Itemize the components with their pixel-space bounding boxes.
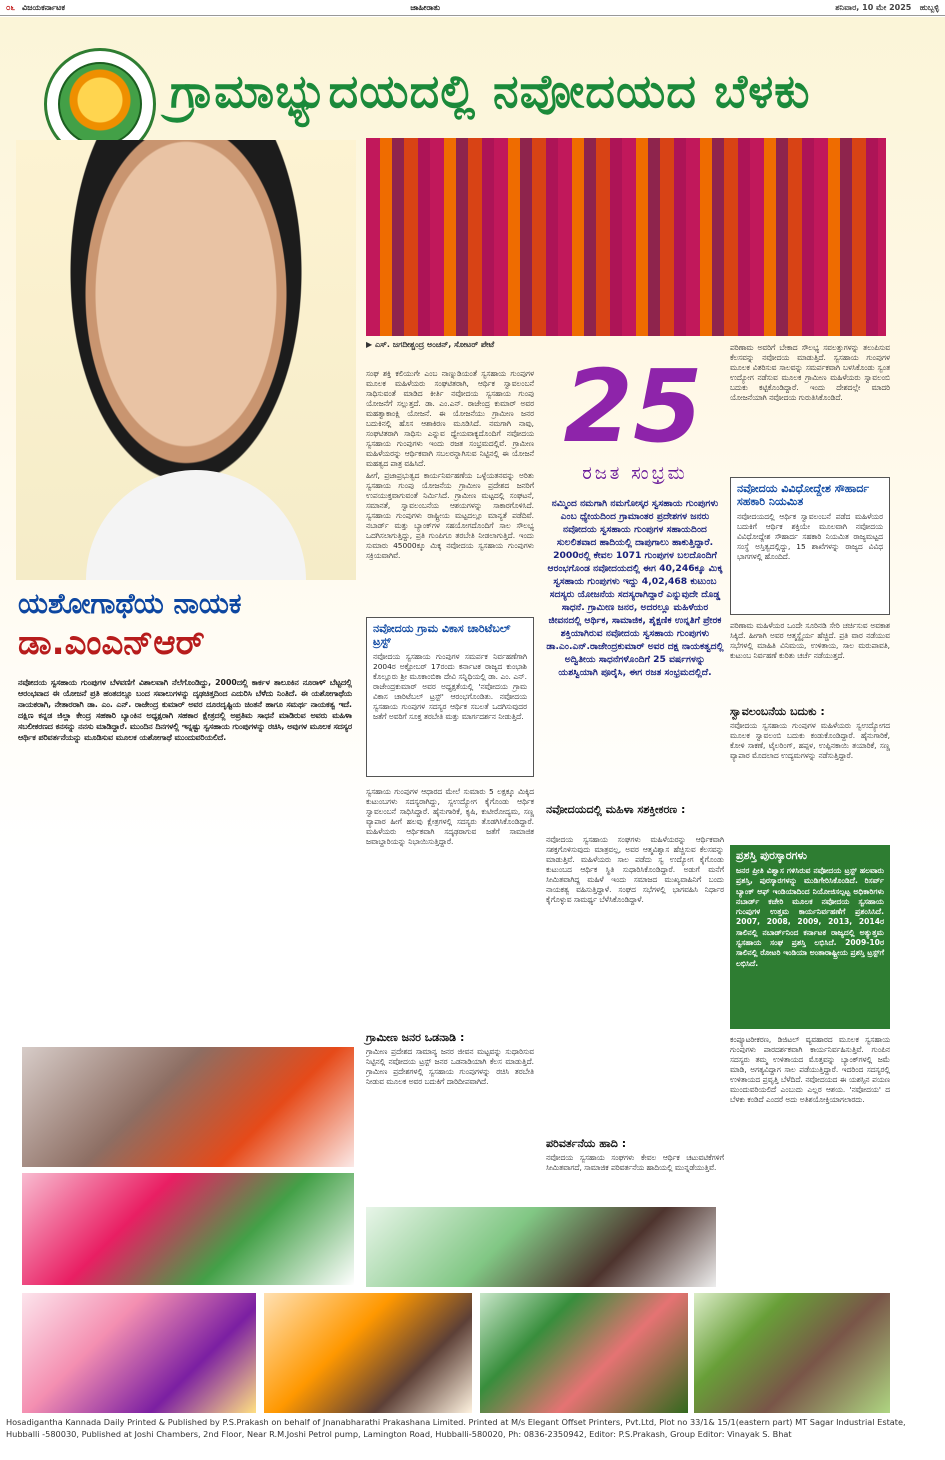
- leader-heading-line2: ಡಾ.ಎಂಎನ್‌ಆರ್: [18, 623, 205, 663]
- swavalambana-column: [730, 721, 890, 839]
- souharda-text: ನವೋದಯದಲ್ಲಿ ಆರ್ಥಿಕ ಸ್ವಾವಲಂಬನೆ ಪಡೆದ ಮಹಿಳೆಯರ ಬದುಕಿಗೆ ಆರ್ಥಿಕ ಶಕ್ತಿಯೇ ಮೂಲವಾಗಿ ನವೋದಯ ವಿವಿಧೋದ್ದೇಶ ಸೌಹಾರ್ದ ಸಹಕಾರಿ ನಿಯಮಿತ ರಾಜ್ಯಮಟ್ಟದ ಸಂಸ್ಥೆ ಅಸ್ತಿತ್ವದಲ್ಲಿದ್ದು, 15 ಶಾಖೆಗಳನ್ನು ರಾಜ್ಯದ ವಿವಿಧ ಭಾಗಗಳಲ್ಲಿ ಹೊಂದಿದೆ.: [737, 512, 883, 561]
- trust-box: [366, 617, 534, 777]
- column4-mid-text: ಪರಿಣಾಮ ಮಹಿಳೆಯರ ಒಂದೇ ಸೂರಿನಡಿ ಸೇರಿ ಚರ್ಚಿಸುವ ಅವಕಾಶ ಸಿಕ್ಕಿದೆ. ಹೀಗಾಗಿ ಅವರ ಆತ್ಮಸ್ಥೈರ್ಯ ಹೆಚ್ಚಿದೆ. ಪ್ರತಿ ವಾರ ನಡೆಯುವ ಸಭೆಗಳಲ್ಲಿ ಮಾಹಿತಿ ವಿನಿಮಯ, ಉಳಿತಾಯ, ಸಾಲ ಮರುಪಾವತಿ, ಕುಟುಂಬ ನಿರ್ವಹಣೆ ಕುರಿತು ಚರ್ಚೆ ನಡೆಯುತ್ತದೆ.: [730, 621, 890, 660]
- edition-name: ಹುಬ್ಬಳ್ಳಿ: [919, 2, 939, 12]
- imprint-footer: [0, 1412, 945, 1460]
- event-photo-1: [22, 1047, 354, 1167]
- trust-title: ನವೋದಯ ಗ್ರಾಮ ವಿಕಾಸ ಚಾರಿಟೆಬಲ್ ಟ್ರಸ್ಟ್: [373, 622, 511, 648]
- leader-heading-line1: ಯಶೋಗಾಥೆಯ ನಾಯಕ: [18, 587, 242, 620]
- mahila-text: ನವೋದಯ ಸ್ವಸಹಾಯ ಸಂಘಗಳು ಮಹಿಳೆಯರನ್ನು ಆರ್ಥಿಕವಾಗಿ ಸಶಕ್ತಗೊಳಿಸುವುದು ಮಾತ್ರವಲ್ಲ, ಅವರ ಆತ್ಮವಿಶ್ವಾಸ ಹೆಚ್ಚಿಸುವ ಕೆಲಸವನ್ನು ಮಾಡುತ್ತಿವೆ. ಮಹಿಳೆಯರು ಸಾಲ ಪಡೆದು ಸ್ವ ಉದ್ಯೋಗ ಕೈಗೊಂಡು ಕುಟುಂಬದ ಆರ್ಥಿಕ ಸ್ಥಿತಿ ಸುಧಾರಿಸಿಕೊಂಡಿದ್ದಾರೆ. ಅಡುಗೆ ಮನೆಗೆ ಸೀಮಿತವಾಗಿದ್ದ ಮಹಿಳೆ ಇಂದು ಸಮಾಜದ ಮುಖ್ಯವಾಹಿನಿಗೆ ಬಂದು ನಾಯಕತ್ವ ವಹಿಸುತ್ತಿದ್ದಾಳೆ. ಸಂಘದ ಸಭೆಗಳಲ್ಲಿ ಭಾಗವಹಿಸಿ ನಿರ್ಧಾರ ಕೈಗೊಳ್ಳುವ ಸಾಮರ್ಥ್ಯ ಬೆಳೆಸಿಕೊಂಡಿದ್ದಾಳೆ.: [546, 835, 724, 904]
- leader-column: [18, 677, 352, 1037]
- event-photo-4: [264, 1293, 472, 1413]
- crowd-photo: [366, 138, 886, 349]
- column4-top: [730, 343, 890, 473]
- leader-heading: [18, 587, 352, 671]
- parivartane-title: ಪರಿವರ್ತನೆಯ ಹಾದಿ :: [546, 1137, 627, 1150]
- silver-jubilee-text: ನಮ್ಮಿಂದ ನಮಗಾಗಿ ನಮಗೋಸ್ಕರ ಸ್ವಸಹಾಯ ಗುಂಪುಗಳು ಎಂಬ ಧ್ಯೇಯದಿಂದ ಗ್ರಾಮಾಂತರ ಪ್ರದೇಶಗಳ ಜನರು ನವೋದಯ ಸ್ವಸಹಾಯ ಗುಂಪುಗಳ ಸಹಾಯದಿಂದ ಸುಲಲಿತವಾದ ಹಾದಿಯಲ್ಲಿ ದಾಪುಗಾಲು ಹಾಕುತ್ತಿದ್ದಾರೆ. 2000ರಲ್ಲಿ ಕೇವಲ 1071 ಗುಂಪುಗಳ ಬಲದೊಂದಿಗೆ ಆರಂಭಗೊಂಡ ನವೋದಯದಲ್ಲಿ ಈಗ 40,246ಕ್ಕೂ ಮಿಕ್ಕ ಸ್ವಸಹಾಯ ಗುಂಪುಗಳು ಇದ್ದು 4,02,468 ಕುಟುಂಬ ಸದಸ್ಯರು ಯೋಜನೆಯ ಸದಸ್ಯರಾಗಿದ್ದಾರೆ ಎನ್ನುವುದೇ ದೊಡ್ಡ ಸಾಧನೆ. ಗ್ರಾಮೀಣ ಜನರ, ಅದರಲ್ಲೂ ಮಹಿಳೆಯರ ಜೀವನದಲ್ಲಿ ಆರ್ಥಿಕ, ಸಾಮಾಜಿಕ, ಶೈಕ್ಷಣಿಕ ಉನ್ನತಿಗೆ ಪ್ರೇರಕ ಶಕ್ತಿಯಾಗಿರುವ ನವೋದಯ ಸ್ವಸಹಾಯ ಗುಂಪುಗಳು ಡಾ.ಎಂ.ಎನ್.ರಾಜೇಂದ್ರಕುಮಾರ್ ಅವರ ದಕ್ಷ ನಾಯಕತ್ವದಲ್ಲಿ ಅದ್ವಿತೀಯ ಸಾಧನೆಗಳೊಂದಿಗೆ 25 ವರ್ಷಗಳನ್ನು ಯಶಸ್ವಿಯಾಗಿ ಪೂರೈಸಿ, ಈಗ ರಜತ ಸಂಭ್ರಮದಲ್ಲಿದೆ.: [546, 498, 724, 678]
- intro-text: ಸಂಘ ಶಕ್ತಿ ಕಲಿಯುಗೇ ಎಂಬ ನಾಣ್ನುಡಿಯಂತೆ ಸ್ವಸಹಾಯ ಗುಂಪುಗಳ ಮೂಲಕ ಮಹಿಳೆಯರು ಸಂಘಟಿತರಾಗಿ, ಆರ್ಥಿಕ ಸ್ವಾವಲಂಬನೆ ಸಾಧಿಸುವಂತೆ ಮಾಡಿದ ಕೀರ್ತಿ ನವೋದಯ ಸ್ವಸಹಾಯ ಗುಂಪು ಯೋಜನೆಗೆ ಸಲ್ಲುತ್ತದೆ. ಡಾ. ಎಂ.ಎನ್. ರಾಜೇಂದ್ರ ಕುಮಾರ್ ಅವರ ಮಹತ್ವಾಕಾಂಕ್ಷಿ ಯೋಜನೆ. ಈ ಯೋಜನೆಯು ಗ್ರಾಮೀಣ ಜನರ ಬದುಕಿನಲ್ಲಿ ಹೊಸ ಆಶಾಕಿರಣ ಮೂಡಿಸಿದೆ. ನಮಗಾಗಿ ನಾವು, ಸಂಘಟಿತರಾಗಿ ಸಾಧಿಸು ಎನ್ನುವ ಧ್ಯೇಯವಾಕ್ಯದೊಂದಿಗೆ ನವೋದಯ ಸ್ವಸಹಾಯ ಗುಂಪುಗಳು ಇಂದು ರಜತ ಸಂಭ್ರಮದಲ್ಲಿವೆ. ಗ್ರಾಮೀಣ ಮಹಿಳೆಯರನ್ನು ಆರ್ಥಿಕವಾಗಿ ಸಬಲರನ್ನಾಗಿಸುವ ನಿಟ್ಟಿನಲ್ಲಿ ಈ ಯೋಜನೆ ಮಹತ್ವದ ಪಾತ್ರ ವಹಿಸಿದೆ.: [366, 369, 534, 468]
- column4-top-text: ಪರಿಣಾಮ ಅವರಿಗೆ ಬೇಕಾದ ಸೌಲಭ್ಯ ಸವಲತ್ತುಗಳನ್ನು ತಲುಪಿಸುವ ಕೆಲಸವನ್ನು ನವೋದಯ ಮಾಡುತ್ತಿದೆ. ಸ್ವಸಹಾಯ ಗುಂಪುಗಳ ಮೂಲಕ ವಿತರಿಸುವ ಸಾಲವನ್ನು ಸಮರ್ಪಕವಾಗಿ ಬಳಸಿಕೊಂಡು ಸ್ವಂತ ಉದ್ಯೋಗ ನಡೆಸುವ ಮೂಲಕ ಗ್ರಾಮೀಣ ಮಹಿಳೆಯರು ಸ್ವಾವಲಂಬಿ ಬದುಕು ಕಟ್ಟಿಕೊಂಡಿದ್ದಾರೆ. ಇಂದು ದೇಶದಲ್ಲೇ ಮಾದರಿ ಯೋಜನೆಯಾಗಿ ನವೋದಯ ಗುರುತಿಸಿಕೊಂಡಿದೆ.: [730, 343, 890, 402]
- awards-box: [730, 845, 890, 1029]
- portrait-photo: [16, 140, 356, 580]
- awards-title: ಪ್ರಶಸ್ತಿ ಪುರಸ್ಕಾರಗಳು: [736, 849, 807, 862]
- awards-text: ಜನರ ಪ್ರೀತಿ ವಿಶ್ವಾಸ ಗಳಿಸಿರುವ ನವೋದಯ ಟ್ರಸ್ಟ್ ಹಲವಾರು ಪ್ರಶಸ್ತಿ, ಪುರಸ್ಕಾರಗಳನ್ನು ಮುಡಿಗೇರಿಸಿಕೊಂಡಿದೆ. ರಿಸರ್ವ್ ಬ್ಯಾಂಕ್ ಆಫ್ ಇಂಡಿಯಾದಿಂದ ನಿಯೋಜಿಸಲ್ಪಟ್ಟ ಅಧಿಕಾರಿಗಳು ನಬಾರ್ಡ್ ಕಚೇರಿ ಮೂಲಕ ನವೋದಯ ಸ್ವಸಹಾಯ ಗುಂಪುಗಳ ಉತ್ತಮ ಕಾರ್ಯನಿರ್ವಹಣೆಗೆ ಪ್ರಶಂಸಿಸಿದೆ. 2007, 2008, 2009, 2013, 2014ರ ಸಾಲಿನಲ್ಲಿ ನಬಾರ್ಡ್‌ನಿಂದ ಕರ್ನಾಟಕ ರಾಜ್ಯದಲ್ಲಿ ಅತ್ಯುತ್ತಮ ಸ್ವಸಹಾಯ ಸಂಘ ಪ್ರಶಸ್ತಿ ಲಭಿಸಿದೆ. 2009-10ರ ಸಾಲಿನಲ್ಲಿ ರೋಟರಿ ಇಂಡಿಯಾ ಅಂತಾರಾಷ್ಟ್ರೀಯ ಪ್ರಶಸ್ತಿ ಟ್ರಸ್ಟ್‌ಗೆ ಲಭಿಸಿದೆ.: [736, 866, 884, 968]
- trust-text: ನವೋದಯ ಸ್ವಸಹಾಯ ಗುಂಪುಗಳ ಸಮರ್ಪಕ ನಿರ್ವಹಣೆಗಾಗಿ 2004ರ ಅಕ್ಟೋಬರ್ 17ರಂದು ಕರ್ನಾಟಕ ರಾಜ್ಯದ ಕುಂಭಾಶಿ ಕೊಲ್ಲೂರು ಶ್ರೀ ಮೂಕಾಂಬಿಕಾ ದೇವಿ ಸನ್ನಿಧಿಯಲ್ಲಿ ಡಾ. ಎಂ. ಎನ್. ರಾಜೇಂದ್ರಕುಮಾರ್ ಅವರ ಅಧ್ಯಕ್ಷತೆಯಲ್ಲಿ 'ನವೋದಯ ಗ್ರಾಮ ವಿಕಾಸ ಚಾರಿಟೆಬಲ್ ಟ್ರಸ್ಟ್' ಆರಂಭಗೊಂಡಿತು. ನವೋದಯ ಸ್ವಸಹಾಯ ಗುಂಪುಗಳ ಸದಸ್ಯರ ಆರ್ಥಿಕ ಸಬಲತೆ ಒದಗಿಸುವುದರ ಜತೆಗೆ ಅವರಿಗೆ ಸೂಕ್ತ ತರಬೇತಿ ಮತ್ತು ಮಾರ್ಗದರ್ಶನ ನೀಡುತ್ತಿದೆ.: [373, 652, 527, 721]
- event-photo-3: [22, 1293, 256, 1413]
- members-text: ಸ್ವಸಹಾಯ ಗುಂಪುಗಳ ಆಧಾರದ ಮೇಲೆ ಸುಮಾರು 5 ಲಕ್ಷಕ್ಕೂ ಮಿಕ್ಕಿದ ಕುಟುಂಬಗಳು ಸದಸ್ಯರಾಗಿದ್ದು, ಸ್ವಉದ್ಯೋಗ ಕೈಗೊಂಡು ಆರ್ಥಿಕ ಸ್ವಾವಲಂಬನೆ ಸಾಧಿಸಿದ್ದಾರೆ. ಹೈನುಗಾರಿಕೆ, ಕೃಷಿ, ಕುಟೀರೋದ್ಯಮ, ಸಣ್ಣ ವ್ಯಾಪಾರ ಹೀಗೆ ಹಲವು ಕ್ಷೇತ್ರಗಳಲ್ಲಿ ಸದಸ್ಯರು ತೊಡಗಿಸಿಕೊಂಡಿದ್ದಾರೆ. ಮಹಿಳೆಯರು ಆರ್ಥಿಕವಾಗಿ ಸದೃಢರಾಗುವ ಜತೆಗೆ ಸಾಮಾಜಿಕ ಜವಾಬ್ದಾರಿಯನ್ನು ನಿಭಾಯಿಸುತ್ತಿದ್ದಾರೆ.: [366, 787, 534, 846]
- members-column: [366, 787, 534, 1023]
- swavalambana-text: ನವೋದಯ ಸ್ವಸಹಾಯ ಗುಂಪುಗಳ ಮಹಿಳೆಯರು ಸ್ವಉದ್ಯೋಗದ ಮೂಲಕ ಸ್ವಾವಲಂಬಿ ಬದುಕು ಕಂಡುಕೊಂಡಿದ್ದಾರೆ. ಹೈನುಗಾರಿಕೆ, ಕೋಳಿ ಸಾಕಣೆ, ಟೈಲರಿಂಗ್, ಹಪ್ಪಳ, ಉಪ್ಪಿನಕಾಯಿ ತಯಾರಿಕೆ, ಸಣ್ಣ ವ್ಯಾಪಾರ ಮೊದಲಾದ ಉದ್ಯಮಗಳನ್ನು ನಡೆಸುತ್ತಿದ್ದಾರೆ.: [730, 721, 890, 760]
- souharda-title: ನವೋದಯ ವಿವಿಧೋದ್ದೇಶ ಸೌಹಾರ್ದ ಸಹಕಾರಿ ನಿಯಮಿತ: [737, 482, 870, 508]
- event-photo-7: [694, 1293, 890, 1413]
- page-headline: ಗ್ರಾಮಾಭ್ಯುದಯದಲ್ಲಿ ನವೋದಯದ ಬೆಳಕು: [170, 64, 811, 118]
- swavalambana-title: ಸ್ವಾವಲಂಬನೆಯ ಬದುಕು :: [730, 705, 825, 718]
- silver-jubilee-number: 25: [563, 348, 703, 465]
- parivartane-column: [546, 1153, 724, 1201]
- column4-bottom-text: ಕಂಪ್ಯೂಟರೀಕರಣ, ಡಿಜಿಟಲ್ ವ್ಯವಹಾರದ ಮೂಲಕ ಸ್ವಸಹಾಯ ಗುಂಪುಗಳು ಪಾರದರ್ಶಕವಾಗಿ ಕಾರ್ಯನಿರ್ವಹಿಸುತ್ತಿವೆ. ಗುಂಪಿನ ಸದಸ್ಯರು ತಮ್ಮ ಉಳಿತಾಯದ ಮೊತ್ತವನ್ನು ಬ್ಯಾಂಕ್‌ಗಳಲ್ಲಿ ಜಮೆ ಮಾಡಿ, ಅಗತ್ಯವಿದ್ದಾಗ ಸಾಲ ಪಡೆಯುತ್ತಿದ್ದಾರೆ. ಇದರಿಂದ ಸದಸ್ಯರಲ್ಲಿ ಉಳಿತಾಯದ ಪ್ರವೃತ್ತಿ ಬೆಳೆದಿದೆ. ನವೋದಯದ ಈ ಯಶಸ್ಸಿನ ಪಯಣ ಮುಂದುವರಿಯಲಿದೆ ಎಂಬುದು ಎಲ್ಲರ ಆಶಯ. 'ನವೋದಯ' ದ ಬೆಳಕು ಕಂಡಿದೆ ಎಂದರೆ ಅದು ಅತಿಶಯೋಕ್ತಿಯಾಗಲಾರದು.: [730, 1035, 890, 1104]
- imprint-line-1: Hosadigantha Kannada Daily Printed & Published by P.S.Prakash on behalf of Jnanabharathi Prakashana Limited. Printed at M/s Elegant Offset Printers, Pvt.Ltd, Plot no 33/1& 15/1(eastern part) MT Sagar Industrial Estate,: [6, 1417, 906, 1427]
- paper-name: ವಿಜಯಕರ್ನಾಟಕ: [22, 2, 65, 12]
- souharda-box: [730, 477, 890, 615]
- event-photo-5: [366, 1207, 716, 1287]
- event-photo-6: [480, 1293, 688, 1413]
- section-label: ಜಾಹೀರಾತು: [410, 2, 441, 12]
- gramina-column: [366, 1047, 534, 1197]
- silver-jubilee-heading: ರಜತ ಸಂಭ್ರಮ: [582, 463, 688, 484]
- intro-text-continued: ಹೀಗೆ, ಪ್ರಜಾಪ್ರಭುತ್ವದ ಕಾರ್ಯನಿರ್ವಹಣೆಯ ಒಳ್ಳೆಯತನವನ್ನು ಅರಿತು ಸ್ವಸಹಾಯ ಗುಂಪು ಯೋಜನೆಯ ಗ್ರಾಮೀಣ ಪ್ರದೇಶದ ಜನರಿಗೆ ಉಪಯುಕ್ತವಾಗುವಂತೆ ನಿರ್ಮಿಸಿದೆ. ಗ್ರಾಮೀಣ ಮಟ್ಟದಲ್ಲಿ ಸಂಘಟನೆ, ಸಮಾನತೆ, ಸ್ವಾವಲಂಬನೆಯ ಆಶಯಗಳನ್ನು ಸಾಕಾರಗೊಳಿಸಿದೆ. ಸ್ವಸಹಾಯ ಗುಂಪುಗಳು ರಾಷ್ಟ್ರೀಯ ಮಟ್ಟದಲ್ಲೂ ಮಾನ್ಯತೆ ಪಡೆದಿವೆ. ನಬಾರ್ಡ್ ಮತ್ತು ಬ್ಯಾಂಕ್‌ಗಳ ಸಹಯೋಗದೊಂದಿಗೆ ಸಾಲ ಸೌಲಭ್ಯ ಒದಗಿಸಲಾಗುತ್ತಿದ್ದು, ಪ್ರತಿ ಗುಂಪಿಗೂ ತರಬೇತಿ ನೀಡಲಾಗುತ್ತಿದೆ. ಇಂದು ಸುಮಾರು 45000ಕ್ಕೂ ಮಿಕ್ಕ ನವೋದಯ ಸ್ವಸಹಾಯ ಗುಂಪುಗಳು ಸಕ್ರಿಯವಾಗಿವೆ.: [366, 471, 534, 560]
- parivartane-text: ನವೋದಯ ಸ್ವಸಹಾಯ ಸಂಘಗಳು ಕೇವಲ ಆರ್ಥಿಕ ಚಟುವಟಿಕೆಗಳಿಗೆ ಸೀಮಿತವಾಗದೆ, ಸಾಮಾಜಿಕ ಪರಿವರ್ತನೆಯ ಹಾದಿಯಲ್ಲಿ ಮುನ್ನಡೆಯುತ್ತಿವೆ.: [546, 1153, 724, 1172]
- leader-text: ನವೋದಯ ಸ್ವಸಹಾಯ ಗುಂಪುಗಳ ಬೆಳವಣಿಗೆ ವಿಶಾಲವಾಗಿ ನೆಲೆಗೊಂಡಿದ್ದು, 2000ದಲ್ಲಿ ಕಾರ್ಕಳ ತಾಲೂಕಿನ ನೂರಾಳ್ ಬೆಟ್ಟದಲ್ಲಿ ಆರಂಭವಾದ ಈ ಯೋಜನೆ ಪ್ರತಿ ಹಂತದಲ್ಲೂ ಬಂದ ಸವಾಲುಗಳನ್ನು ದೃಢಚಿತ್ತದಿಂದ ಎದುರಿಸಿ ಬೆಳೆದು ನಿಂತಿದೆ. ಈ ಯಶೋಗಾಥೆಯ ನಾಯಕರಾಗಿ, ನೇತಾರರಾಗಿ ಡಾ. ಎಂ. ಎನ್. ರಾಜೇಂದ್ರ ಕುಮಾರ್ ಅವರ ದೂರದೃಷ್ಟಿಯ ಚಿಂತನೆ ಹಾಗೂ ಸಮರ್ಥ ನಾಯಕತ್ವ ಇದೆ. ದಕ್ಷಿಣ ಕನ್ನಡ ಜಿಲ್ಲಾ ಕೇಂದ್ರ ಸಹಕಾರಿ ಬ್ಯಾಂಕಿನ ಅಧ್ಯಕ್ಷರಾಗಿ ಸಹಕಾರ ಕ್ಷೇತ್ರದಲ್ಲಿ ಅಪ್ರತಿಮ ಸಾಧನೆ ಮಾಡಿರುವ ಅವರು ಮಹಿಳಾ ಸಬಲೀಕರಣದ ಕನಸನ್ನು ನನಸು ಮಾಡಿದ್ದಾರೆ. ಮುಂದಿನ ದಿನಗಳಲ್ಲಿ ಇನ್ನಷ್ಟು ಸ್ವಸಹಾಯ ಗುಂಪುಗಳನ್ನು ರಚಿಸಿ, ಅವುಗಳ ಮೂಲಕ ಸದಸ್ಯರ ಆರ್ಥಿಕ ಪರಿವರ್ತನೆಯನ್ನು ಮೂಡಿಸುವ ಮೂಲಕ ಯಶೋಗಾಥೆ ಮುಂದುವರಿಯಲಿದೆ.: [18, 678, 352, 742]
- sun-emblem-icon: [58, 62, 142, 146]
- gramina-text: ಗ್ರಾಮೀಣ ಪ್ರದೇಶದ ಸಾಮಾನ್ಯ ಜನರ ಜೀವನ ಮಟ್ಟವನ್ನು ಸುಧಾರಿಸುವ ನಿಟ್ಟಿನಲ್ಲಿ ನವೋದಯ ಟ್ರಸ್ಟ್ ಜನರ ಒಡನಾಡಿಯಾಗಿ ಕೆಲಸ ಮಾಡುತ್ತಿದೆ. ಗ್ರಾಮೀಣ ಪ್ರದೇಶಗಳಲ್ಲಿ ಸ್ವಸಹಾಯ ಗುಂಪುಗಳನ್ನು ರಚಿಸಿ ತರಬೇತಿ ನೀಡುವ ಮೂಲಕ ಅವರ ಬದುಕಿಗೆ ದಾರಿದೀಪವಾಗಿದೆ.: [366, 1047, 534, 1086]
- advertorial-page: [0, 17, 945, 1410]
- gramina-title: ಗ್ರಾಮೀಣ ಜನರ ಒಡನಾಡಿ :: [366, 1031, 465, 1044]
- imprint-line-2: Hubballi -580030, Published at Joshi Chambers, 2nd Floor, Near R.M.Joshi Petrol pump, Lamington Road, Hubballi-580020, Ph: 0836-2350942, Editor: P.S.Prakash, Group Editor: Vinayak S. Bhat: [6, 1429, 792, 1439]
- page-number: ೦೬: [6, 2, 15, 12]
- column4-mid: [730, 621, 890, 701]
- photo-credit: ▶ ಎಸ್. ಜಗದೀಶ್ಚಂದ್ರ ಅಂಚನ್, ಸೋಟರ್ ಪೇಟೆ: [366, 340, 495, 349]
- mahila-title: ನವೋದಯದಲ್ಲಿ ಮಹಿಳಾ ಸಶಕ್ತೀಕರಣ :: [546, 803, 686, 816]
- issue-date: ಶನಿವಾರ, 10 ಮೇ 2025: [835, 2, 912, 12]
- event-photo-2: [22, 1173, 354, 1285]
- portrait-shirt: [86, 470, 306, 580]
- page-header: [0, 0, 945, 16]
- column4-bottom: [730, 1035, 890, 1185]
- mahila-column: [546, 835, 724, 1015]
- intro-column: [366, 369, 534, 609]
